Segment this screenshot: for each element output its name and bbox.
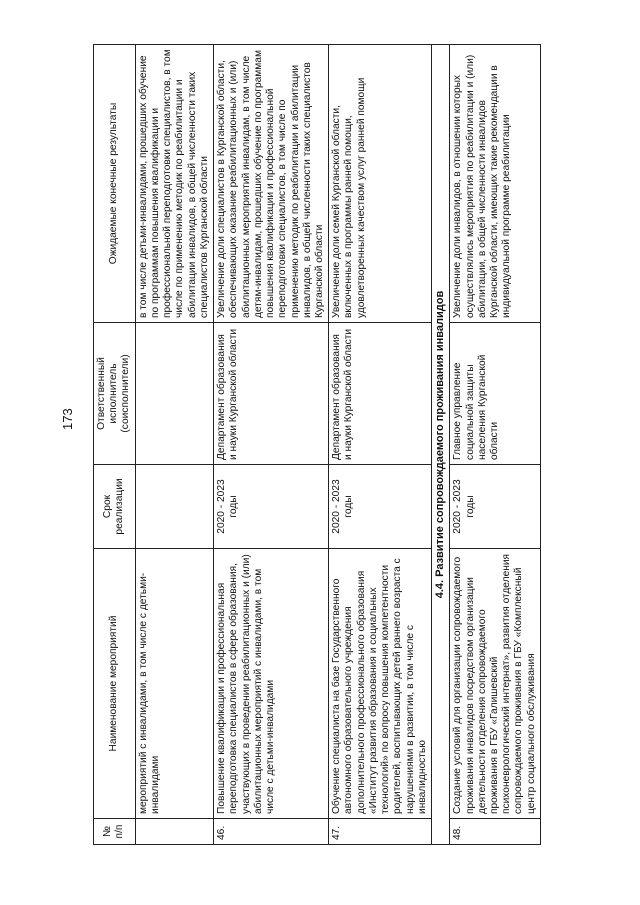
table-row [135,45,213,845]
table-header-row [94,45,136,845]
row-term [135,465,213,549]
table-row [329,45,432,845]
measures-table [93,44,541,845]
row-name: Обучение специалиста на базе Государственного автономного образовательного учреждения дополнительного профессионального образования «Институт развития образования и социальных технологий» по вопросу повышения компетентности родителей, воспитывающих детей раннего возраста с нарушениями в развитии, в том числе с инвалидностью [329,549,432,819]
row-expected: Увеличение доли специалистов в Курганской области, обеспечивающих оказание реабилитационных и (или) абилитационных мероприятий инвалидам, в том числе детям-инвалидам, прошедших обучение по программам повышения квалификации и профессиональной переподготовки специалистов, в том числе по применению методик по реабилитации и абилитации инвалидов, в общей численности таких специалистов Курганской области [214,45,329,323]
row-expected: Увеличение доли семей Курганской области, включенных в программы ранней помощи, удовлетворенных качеством услуг ранней помощи [329,45,432,323]
row-term: 2020 - 2023 годы [214,465,329,549]
section-row [432,45,450,845]
table-row [214,45,329,845]
row-responsible: Департамент образования и науки Курганской области [214,323,329,465]
row-expected: в том числе детьми-инвалидами, прошедших обучение по программам повышения квалификации и профессиональной переподготовки специалистов, в том числе по применению методик по реабилитации и абилитации инвалидов, в общей численности таких специалистов Курганской области [135,45,213,323]
page-number: 173 [60,408,75,430]
table-row [450,45,541,845]
header-num: № п/п [94,819,136,845]
row-responsible [135,323,213,465]
row-num: 47. [329,819,432,845]
rotated-table-container [93,45,583,845]
row-name: мероприятий с инвалидами, в том числе с детьми-инвалидами [135,549,213,819]
row-responsible: Департамент образования и науки Курганской области [329,323,432,465]
section-title: 4.4. Развитие сопровождаемого проживания инвалидов [432,45,450,845]
row-name: Повышение квалификации и профессиональная переподготовка специалистов в сфере образования, участвующих в проведении реабилитационных и (или) абилитационных мероприятий с инвалидами, в том числе с детьми-инвалидами [214,549,329,819]
row-num [135,819,213,845]
row-term: 2020 - 2023 годы [329,465,432,549]
row-expected: Увеличение доли инвалидов, в отношении которых осуществлялись мероприятия по реабилитации и (или) абилитации, в общей численности инвалидов Курганской области, имеющих такие рекомендации в индивидуальной программе реабилитации [450,45,541,323]
row-name: Создание условий для организации сопровождаемого проживания инвалидов посредством организации деятельности отделения сопровождаемого проживания в ГБУ «Галишевский психоневрологический интернат», развития отделения сопровождаемого проживания в ГБУ «Комплексный центр социального обслуживания [450,549,541,819]
header-responsible: Ответственный исполнитель (соисполнители) [94,323,136,465]
header-name: Наименование мероприятий [94,549,136,819]
row-responsible: Главное управление социальной защиты населения Курганской области [450,323,541,465]
row-term: 2020 - 2023 годы [450,465,541,549]
row-num: 48. [450,819,541,845]
header-term: Срок реализации [94,465,136,549]
header-expected: Ожидаемые конечные результаты [94,45,136,323]
row-num: 46. [214,819,329,845]
